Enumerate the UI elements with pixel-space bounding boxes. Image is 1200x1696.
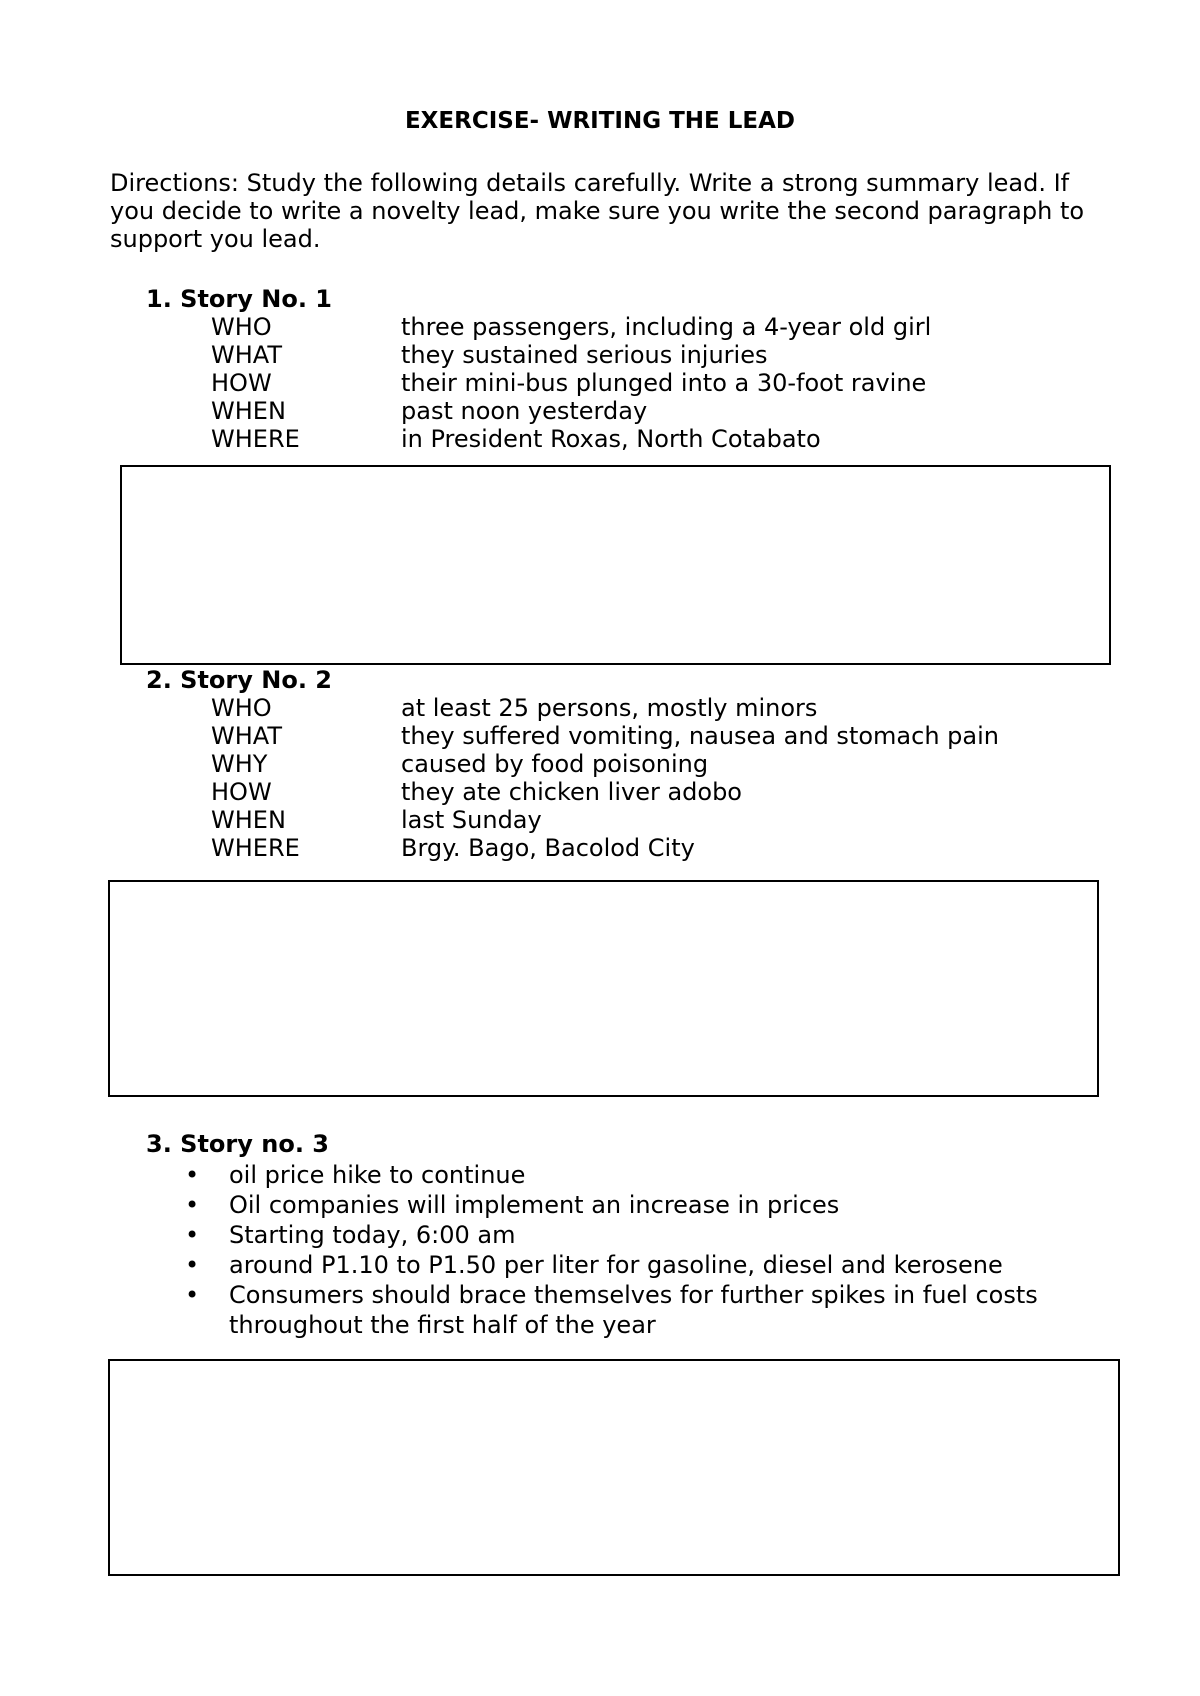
detail-value: Brgy. Bago, Bacolod City [401,834,695,862]
detail-key: HOW [211,778,272,806]
story-2-details [211,694,1111,862]
detail-value: caused by food poisoning [401,750,709,778]
detail-value: last Sunday [401,806,542,834]
list-item-text: around P1.10 to P1.50 per liter for gasoline, diesel and kerosene [229,1251,1003,1279]
detail-row [211,694,1111,722]
list-item-text: Starting today, 6:00 am [229,1221,516,1249]
detail-value: in President Roxas, North Cotabato [401,425,821,453]
detail-key: WHAT [211,722,282,750]
list-item [185,1190,1085,1220]
detail-key: WHO [211,313,272,341]
detail-key: WHO [211,694,272,722]
directions-text: Directions: Study the following details carefully. Write a strong summary lead. If you decide to write a novelty lead, make sure you write the second paragraph to support you lead. [110,169,1085,253]
detail-row [211,750,1111,778]
detail-value: three passengers, including a 4-year old girl [401,313,932,341]
detail-key: HOW [211,369,272,397]
list-item-text: oil price hike to continue [229,1161,526,1189]
detail-value: their mini-bus plunged into a 30-foot ravine [401,369,927,397]
detail-key: WHERE [211,425,300,453]
detail-key: WHAT [211,341,282,369]
story-3-bullet-list [185,1160,1085,1340]
list-item [185,1250,1085,1280]
list-item [185,1160,1085,1190]
bullet-icon: • [185,1251,200,1279]
detail-row [211,425,1111,453]
detail-row [211,722,1111,750]
detail-key: WHY [211,750,268,778]
detail-value: they ate chicken liver adobo [401,778,742,806]
list-item [185,1280,1059,1340]
detail-row [211,834,1111,862]
story-2-heading: 2. Story No. 2 [146,666,332,694]
story-3-answer-box[interactable] [108,1359,1120,1576]
story-3-heading: 3. Story no. 3 [146,1130,329,1158]
detail-row [211,313,1111,341]
page-title: EXERCISE- WRITING THE LEAD [404,108,796,134]
detail-value: at least 25 persons, mostly minors [401,694,818,722]
detail-row [211,369,1111,397]
detail-row [211,806,1111,834]
bullet-icon: • [185,1161,200,1189]
detail-key: WHEN [211,397,286,425]
detail-value: past noon yesterday [401,397,648,425]
list-item-text: Oil companies will implement an increase in prices [229,1191,840,1219]
bullet-icon: • [185,1191,200,1219]
detail-value: they suffered vomiting, nausea and stomach pain [401,722,999,750]
bullet-icon: • [185,1281,200,1309]
list-item-text: Consumers should brace themselves for further spikes in fuel costs throughout the first half of the year [229,1281,1038,1339]
story-2-answer-box[interactable] [108,880,1099,1097]
detail-value: they sustained serious injuries [401,341,768,369]
detail-key: WHERE [211,834,300,862]
list-item [185,1220,1085,1250]
detail-row [211,778,1111,806]
story-1-details [211,313,1111,453]
story-1-heading: 1. Story No. 1 [146,285,332,313]
detail-row [211,397,1111,425]
story-1-answer-box[interactable] [120,465,1111,665]
detail-row [211,341,1111,369]
detail-key: WHEN [211,806,286,834]
bullet-icon: • [185,1221,200,1249]
